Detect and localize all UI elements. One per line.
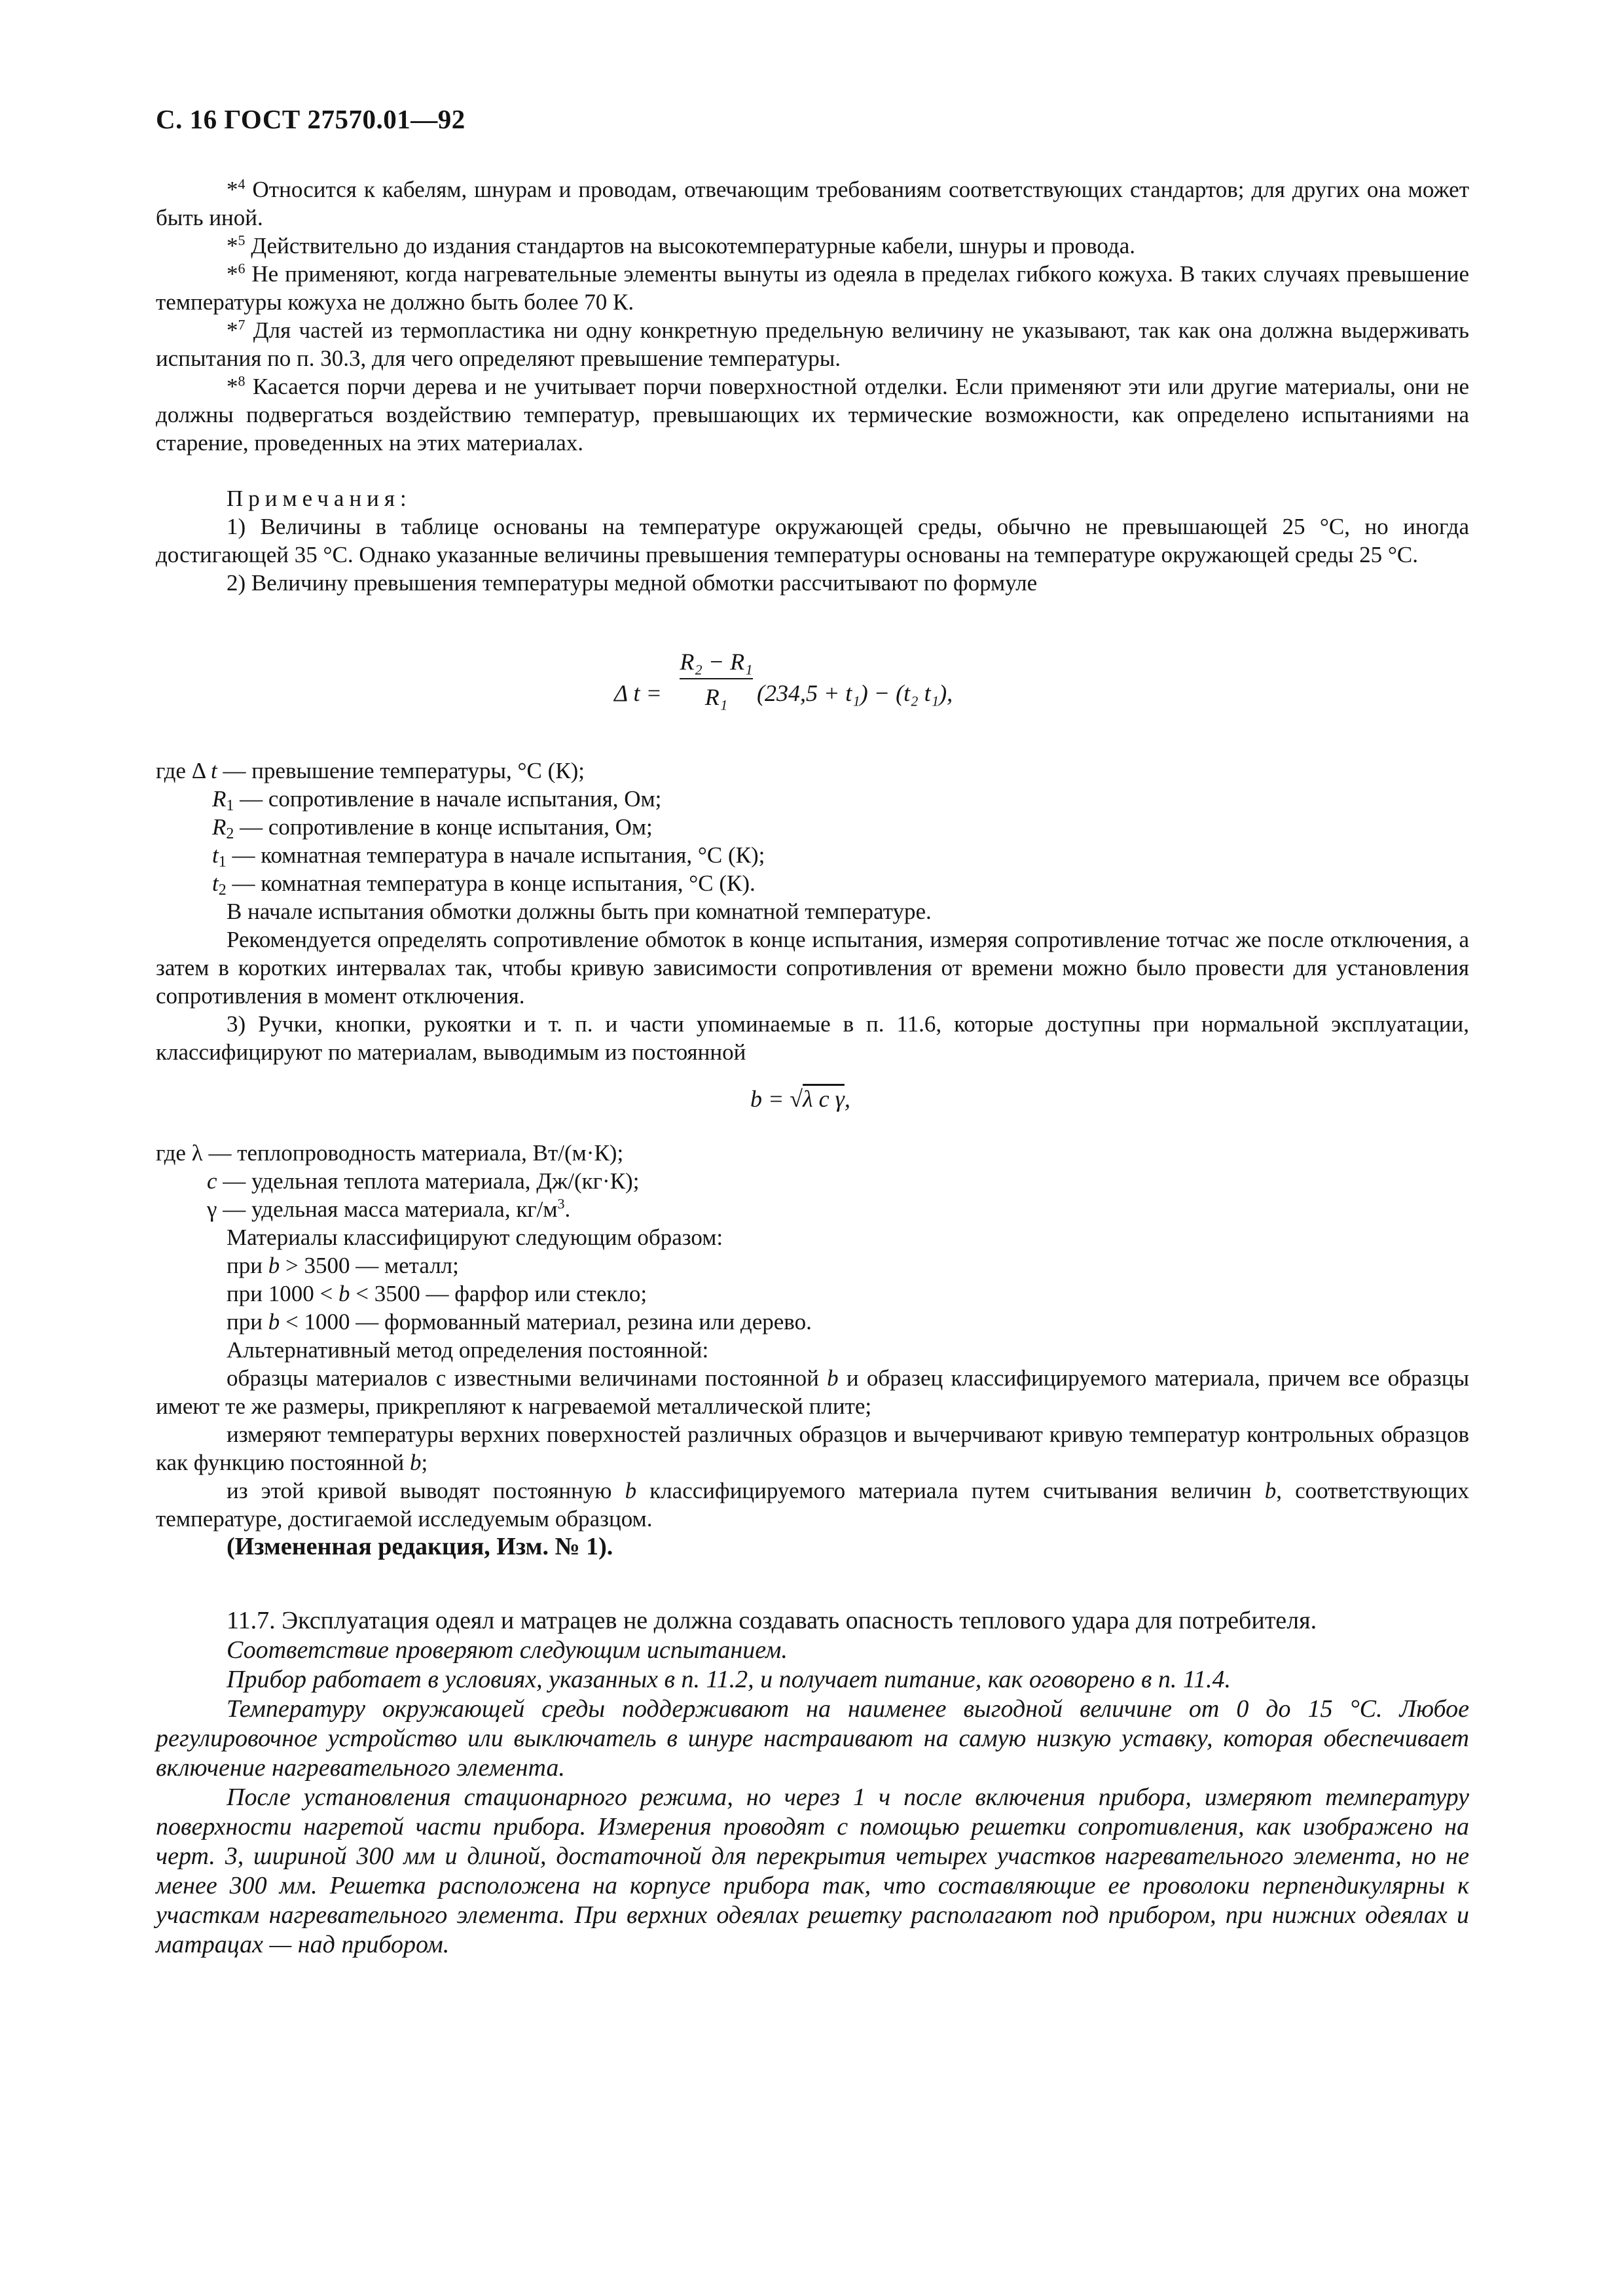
note-2: 2) Величину превышения температуры медной обмотки рассчитывают по формуле xyxy=(227,570,1038,596)
material-legend xyxy=(156,1139,1469,1561)
legend-t1: $t_1$ — комнатная температура в начале испытания, °С (К); xyxy=(212,842,765,870)
footnote-8: *$^8$ Касается порчи дерева и не учитывает порчи поверхностной отделки. Если применяют эти или другие материалы, они не должны подвергаться воздействию температур, превышающих их термические возможности, как определено испытаниями на старение, проведенных на этих материалах. xyxy=(156,372,1469,456)
temperature-rise-formula xyxy=(614,648,1072,733)
alt-method-heading: Альтернативный метод определения постоянной: xyxy=(227,1337,709,1363)
notes xyxy=(156,484,1469,597)
legend-t2: $t_2$ — комнатная температура в конце испытания, °С (К). xyxy=(212,870,756,899)
formula-legend xyxy=(156,757,1469,1066)
alt-method-step-2: измеряют температуры верхних поверхностей различных образцов и вычерчивают кривую температур контрольных образцов как функцию постоянной b; xyxy=(156,1422,1469,1475)
formula-rhs: (234,5 + t₁) − (t₂ t₁), xyxy=(757,680,953,706)
classify-glass: при 1000 < b < 3500 — фарфор или стекло; xyxy=(227,1281,647,1306)
footnote-6: *$^6$ Не применяют, когда нагревательные элементы вынуты из одеяла в пределах гибкого кожуха. В таких случаях превышение температуры кожуха не должно быть более 70 К. xyxy=(156,260,1469,315)
ambient-temperature: Температуру окружающей среды поддерживают на наименее выгодной величине от 0 до 15 °С. Любое регулировочное устройство или выключатель в шнуре настраивают на самую низкую уставку, которая обеспечивает включение нагревательного элемента. xyxy=(156,1695,1469,1782)
footnotes xyxy=(156,175,1469,457)
material-constant-formula: b = √λ c γ, xyxy=(750,1086,850,1112)
formula-lhs: Δ t = xyxy=(614,680,662,706)
resistance-recommendation: Рекомендуется определять сопротивление обмоток в конце испытания, измеряя сопротивление тотчас же после отключения, а затем в коротких интервалах так, чтобы кривую зависимости сопротивления от времени можно было провести для установления сопротивления в момент отключения. xyxy=(156,927,1469,1009)
classify-wood: при b < 1000 — формованный материал, резина или дерево. xyxy=(227,1309,812,1335)
legend-c: c — удельная теплота материала, Дж/(кг·К); xyxy=(207,1168,640,1194)
legend-r2: $R_2$ — сопротивление в конце испытания, Ом; xyxy=(212,814,653,842)
footnote-5: *$^5$ Действительно до издания стандартов на высокотемпературные кабели, шнуры и провода. xyxy=(227,232,1135,259)
winding-note: В начале испытания обмотки должны быть при комнатной температуре. xyxy=(227,899,932,924)
legend-r1: $R_1$ — сопротивление в начале испытания, Ом; xyxy=(212,786,662,814)
operating-conditions: Прибор работает в условиях, указанных в п. 11.2, и получает питание, как оговорено в п. 11.4. xyxy=(227,1666,1231,1693)
alt-method-step-3: из этой кривой выводят постоянную b классифицируемого материала путем считывания величин b, соответствующих температуре, достигаемой исследуемым образцом. xyxy=(156,1478,1470,1532)
footnote-4: *$^4$ Относится к кабелям, шнурам и проводам, отвечающим требованиям соответствующих стандартов; для других она может быть иной. xyxy=(156,175,1469,230)
note-1: 1) Величины в таблице основаны на температуре окружающей среды, обычно не превышающей 25 °С, но иногда достигающей 35 °С. Однако указанные величины превышения температуры основаны на температуре окружающей среды 25 °С. xyxy=(156,514,1469,567)
note-3: 3) Ручки, кнопки, рукоятки и т. п. и части упоминаемые в п. 11.6, которые доступны при нормальной эксплуатации, классифицируют по материалам, выводимым из постоянной xyxy=(156,1011,1469,1065)
classify-intro: Материалы классифицируют следующим образом: xyxy=(227,1225,723,1250)
formula-numerator: R₂ − R₁ xyxy=(680,648,753,679)
notes-heading: Примечания: xyxy=(227,486,412,511)
section-11-7 xyxy=(156,1606,1469,1960)
measurement-procedure: После установления стационарного режима, но через 1 ч после включения прибора, измеряют температуру поверхности нагретой части прибора. Измерения проводят с помощью решетки сопротивления, как изображено на черт. 3, шириной 300 мм и длиной, достаточной для перекрытия четырех участков нагревательного элемента, но не менее 300 мм. Решетка расположена на корпусе прибора так, что составляющие ее проволоки перпендикулярны к участкам нагревательного элемента. При верхних одеялах решетку располагают под прибором, при нижних одеялах и матрацах — над прибором. xyxy=(156,1784,1469,1958)
formula-denominator: R₁ xyxy=(704,684,728,710)
classify-metal: при b > 3500 — металл; xyxy=(227,1253,459,1278)
legend-lambda: где λ — теплопроводность материала, Вт/(м·К); xyxy=(156,1140,624,1166)
formula-fraction xyxy=(680,648,753,711)
amendment-note: (Измененная редакция, Изм. № 1). xyxy=(227,1533,613,1560)
page-header: С. 16 ГОСТ 27570.01—92 xyxy=(156,104,465,134)
section-heading-paragraph: 11.7. Эксплуатация одеял и матрацев не должна создавать опасность теплового удара для потребителя. xyxy=(227,1607,1317,1634)
legend-gamma: γ — удельная масса материала, $кг/м^3$. xyxy=(207,1195,571,1222)
footnote-7: *$^7$ Для частей из термопластика ни одну конкретную предельную величину не указывают, так как она должна выдерживать испытания по п. 30.3, для чего определяют превышение температуры. xyxy=(156,316,1469,371)
alt-method-step-1: образцы материалов с известными величинами постоянной b и образец классифицируемого материала, причем все образцы имеют те же размеры, прикрепляют к нагреваемой металлической плите; xyxy=(156,1365,1469,1419)
legend-delta-t: где Δ t — превышение температуры, °С (К); xyxy=(156,758,585,783)
compliance-check: Соответствие проверяют следующим испытанием. xyxy=(227,1636,788,1664)
